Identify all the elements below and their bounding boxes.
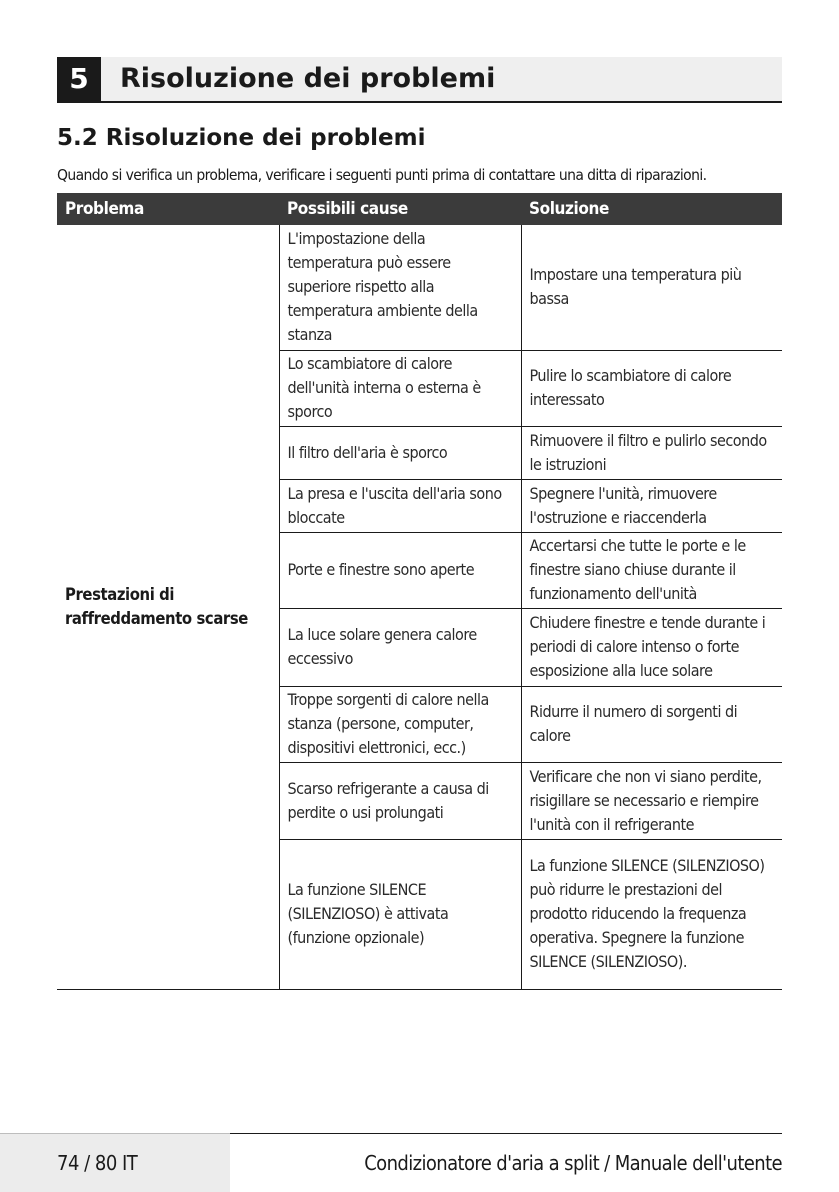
section-title: 5.2 Risoluzione dei problemi	[57, 125, 426, 151]
header-causes: Possibili cause	[279, 193, 521, 225]
table-header-row	[57, 193, 782, 225]
solution-cell: Impostare una temperatura più bassa	[521, 225, 782, 350]
chapter-title: Risoluzione dei problemi	[120, 63, 496, 94]
section-intro: Quando si verifica un problema, verificare i seguenti punti prima di contattare una ditta di riparazioni.	[57, 166, 707, 184]
table-row	[57, 225, 782, 350]
cause-cell: Porte e finestre sono aperte	[279, 532, 521, 608]
solution-cell: Accertarsi che tutte le porte e le finestre siano chiuse durante il funzionamento dell'unità	[521, 532, 782, 608]
cause-cell: Il filtro dell'aria è sporco	[279, 426, 521, 479]
chapter-header	[57, 57, 782, 103]
solution-cell: Verificare che non vi siano perdite, risigillare se necessario e riempire l'unità con il refrigerante	[521, 762, 782, 839]
problem-cell: Prestazioni di raffreddamento scarse	[57, 225, 279, 989]
cause-cell: La funzione SILENCE (SILENZIOSO) è attivata (funzione opzionale)	[279, 839, 521, 989]
cause-cell: L'impostazione della temperatura può essere superiore rispetto alla temperatura ambiente della stanza	[279, 225, 521, 350]
solution-cell: Spegnere l'unità, rimuovere l'ostruzione e riaccenderla	[521, 479, 782, 532]
solution-cell: Rimuovere il filtro e pulirlo secondo le istruzioni	[521, 426, 782, 479]
cause-cell: Troppe sorgenti di calore nella stanza (persone, computer, dispositivi elettronici, ecc.)	[279, 686, 521, 762]
solution-cell: Ridurre il numero di sorgenti di calore	[521, 686, 782, 762]
chapter-number: 5	[57, 57, 101, 101]
cause-cell: Scarso refrigerante a causa di perdite o usi prolungati	[279, 762, 521, 839]
troubleshooting-table	[57, 193, 782, 990]
header-solution: Soluzione	[521, 193, 782, 225]
page-number: 74 / 80 IT	[57, 1151, 138, 1175]
solution-cell: Chiudere finestre e tende durante i periodi di calore intenso o forte esposizione alla luce solare	[521, 608, 782, 686]
page-footer	[0, 1133, 839, 1191]
cause-cell: La presa e l'uscita dell'aria sono bloccate	[279, 479, 521, 532]
solution-cell: La funzione SILENCE (SILENZIOSO) può ridurre le prestazioni del prodotto riducendo la frequenza operativa. Spegnere la funzione SILENCE (SILENZIOSO).	[521, 839, 782, 989]
document-title: Condizionatore d'aria a split / Manuale dell'utente	[364, 1151, 782, 1175]
footer-divider	[230, 1133, 782, 1134]
header-problem: Problema	[57, 193, 279, 225]
solution-cell: Pulire lo scambiatore di calore interessato	[521, 350, 782, 426]
cause-cell: La luce solare genera calore eccessivo	[279, 608, 521, 686]
cause-cell: Lo scambiatore di calore dell'unità interna o esterna è sporco	[279, 350, 521, 426]
